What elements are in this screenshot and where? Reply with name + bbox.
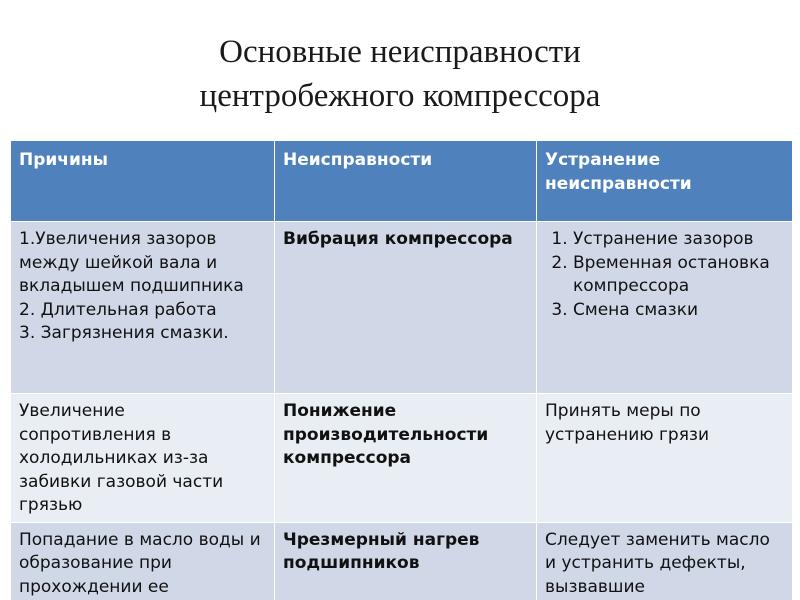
fix-cell: Следует заменить масло и устранить дефекты, вызвавшие [537,522,793,600]
slide-title [0,30,800,118]
fix-cell [537,222,793,394]
header-fixes: Устранение неисправности [537,141,793,222]
faults-table [10,140,792,600]
table-header-row [11,141,793,222]
fault-cell [275,522,537,600]
cause-line: 3. Загрязнения смазки. [19,323,229,343]
fix-list-item: 3. Смена смазки [573,299,785,323]
cause-line: 1.Увеличения зазоров между шейкой вала и вкладышем подшипника [19,229,244,296]
cause-line: 2. Длительная работа [19,299,217,320]
fix-cell: Принять меры по устранению грязи [537,394,793,523]
fix-list [545,228,785,322]
slide-title-line1: Основные неисправности [219,34,581,70]
fault-cell [275,222,537,394]
cause-cell: Попадание в масло воды и образование при прохождении ее [11,522,275,600]
fix-list-item: 1. Устранение зазоров [573,228,785,252]
table-row [11,522,793,600]
fault-text: Чрезмерный нагрев подшипников [283,529,480,573]
fault-cell [275,394,537,523]
faults-table-container [10,140,792,600]
cause-cell [11,222,275,394]
table-row [11,394,793,523]
fault-text: Вибрация компрессора [283,229,513,249]
cause-cell: Увеличение сопротивления в холодильниках из-за забивки газовой части грязью [11,394,275,523]
slide-title-line2: центробежного компрессора [199,78,601,114]
fix-list-item: 2. Временная остановка компрессора [573,252,785,299]
fault-text: Понижение производительности компрессора [283,401,489,468]
header-causes: Причины [11,141,275,222]
table-row [11,222,793,394]
header-faults: Неисправности [275,141,537,222]
